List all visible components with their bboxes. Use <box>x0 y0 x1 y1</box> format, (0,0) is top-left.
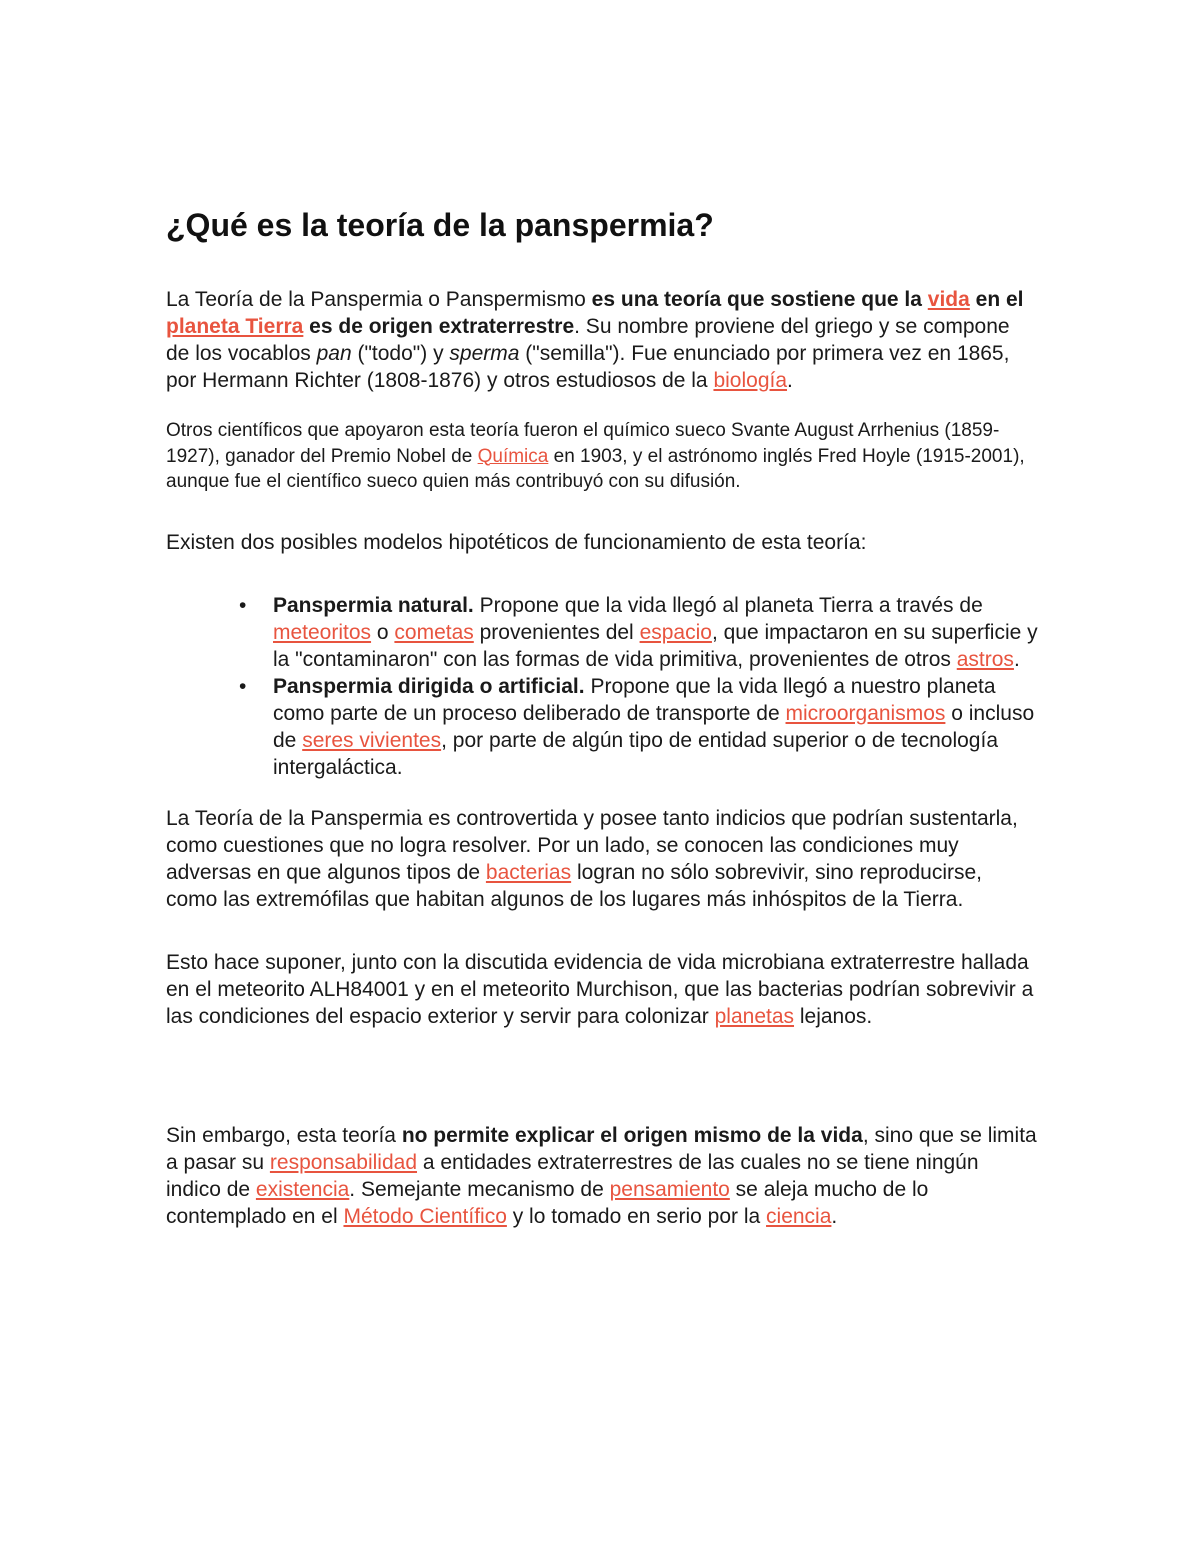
paragraph-evidence: Esto hace suponer, junto con la discutida evidencia de vida microbiana extraterrestre hallada en el meteorito ALH84001 y en el meteorito Murchison, que las bacterias podrían sobrevivir a las condiciones del espacio exterior y servir para colonizar planetas lejanos. <box>166 950 1034 1028</box>
models-list <box>166 592 1038 781</box>
bullet-icon: • <box>239 674 247 698</box>
link-bacterias[interactable]: bacterias <box>485 860 572 884</box>
link-vida[interactable]: vida <box>927 288 970 311</box>
link-responsabilidad[interactable]: responsabilidad <box>269 1150 418 1174</box>
link-existencia[interactable]: existencia <box>255 1177 350 1201</box>
paragraph-controversy: La Teoría de la Panspermia es controvertida y posee tanto indicios que podrían sustentarla, como cuestiones que no logra resolver. Por un lado, se conocen las condiciones muy adversas en que algunos tipos de bacterias logran no sólo sobrevivir, sino reproducirse, como las extremófilas que habitan algunos de los lugares más inhóspitos de la Tierra. <box>166 806 1018 911</box>
bullet-icon: • <box>239 593 247 617</box>
link-meteoritos[interactable]: meteoritos <box>273 620 372 644</box>
link-quimica[interactable]: Química <box>477 445 549 467</box>
link-planeta-tierra[interactable]: planeta Tierra <box>166 315 304 338</box>
page-title: ¿Qué es la teoría de la panspermia? <box>166 207 714 243</box>
link-cometas[interactable]: cometas <box>394 620 474 644</box>
link-pensamiento[interactable]: pensamiento <box>609 1177 730 1201</box>
link-planetas[interactable]: planetas <box>714 1004 795 1028</box>
link-microorganismos[interactable]: microorganismos <box>785 701 946 725</box>
link-astros[interactable]: astros <box>956 647 1014 671</box>
link-metodo-cientifico[interactable]: Método Científico <box>343 1204 507 1228</box>
paragraph-critique: Sin embargo, esta teoría no permite explicar el origen mismo de la vida, sino que se limita a pasar su responsabilidad a entidades extraterrestres de las cuales no se tiene ningún indico de existencia. Semejante mecanismo de pensamiento se aleja mucho de lo contemplado en el Método Científico y lo tomado en serio por la ciencia. <box>166 1123 1037 1228</box>
link-seres-vivientes[interactable]: seres vivientes <box>302 728 442 752</box>
paragraph-models-intro: Existen dos posibles modelos hipotéticos de funcionamiento de esta teoría: <box>166 530 867 554</box>
paragraph-intro: La Teoría de la Panspermia o Panspermismo es una teoría que sostiene que la vida en el planeta Tierra es de origen extraterrestre. Su nombre proviene del griego y se compone de los vocablos pan ("todo") y sperma ("semilla"). Fue enunciado por primera vez en 1865, por Hermann Richter (1808-1876) y otros estudiosos de la biología. <box>166 288 1024 392</box>
document-body <box>166 206 1038 1230</box>
list-item-dirigida: • Panspermia dirigida o artificial. Propone que la vida llegó a nuestro planeta como parte de un proceso deliberado de transporte de microorganismos o incluso de seres vivientes, por parte de algún tipo de entidad superior o de tecnología intergaláctica. <box>239 674 1035 779</box>
paragraph-scientists: Otros científicos que apoyaron esta teoría fueron el químico sueco Svante August Arrhenius (1859-1927), ganador del Premio Nobel de Química en 1903, y el astrónomo inglés Fred Hoyle (1915-2001), aunque fue el científico sueco quien más contribuyó con su difusión. <box>166 420 1025 492</box>
link-biologia[interactable]: biología <box>713 369 788 392</box>
link-espacio[interactable]: espacio <box>639 620 712 644</box>
list-item-natural: • Panspermia natural. Propone que la vida llegó al planeta Tierra a través de meteoritos o cometas provenientes del espacio, que impactaron en su superficie y la "contaminaron" con las formas de vida primitiva, provenientes de otros astros. <box>239 593 1038 671</box>
link-ciencia[interactable]: ciencia <box>766 1204 832 1228</box>
